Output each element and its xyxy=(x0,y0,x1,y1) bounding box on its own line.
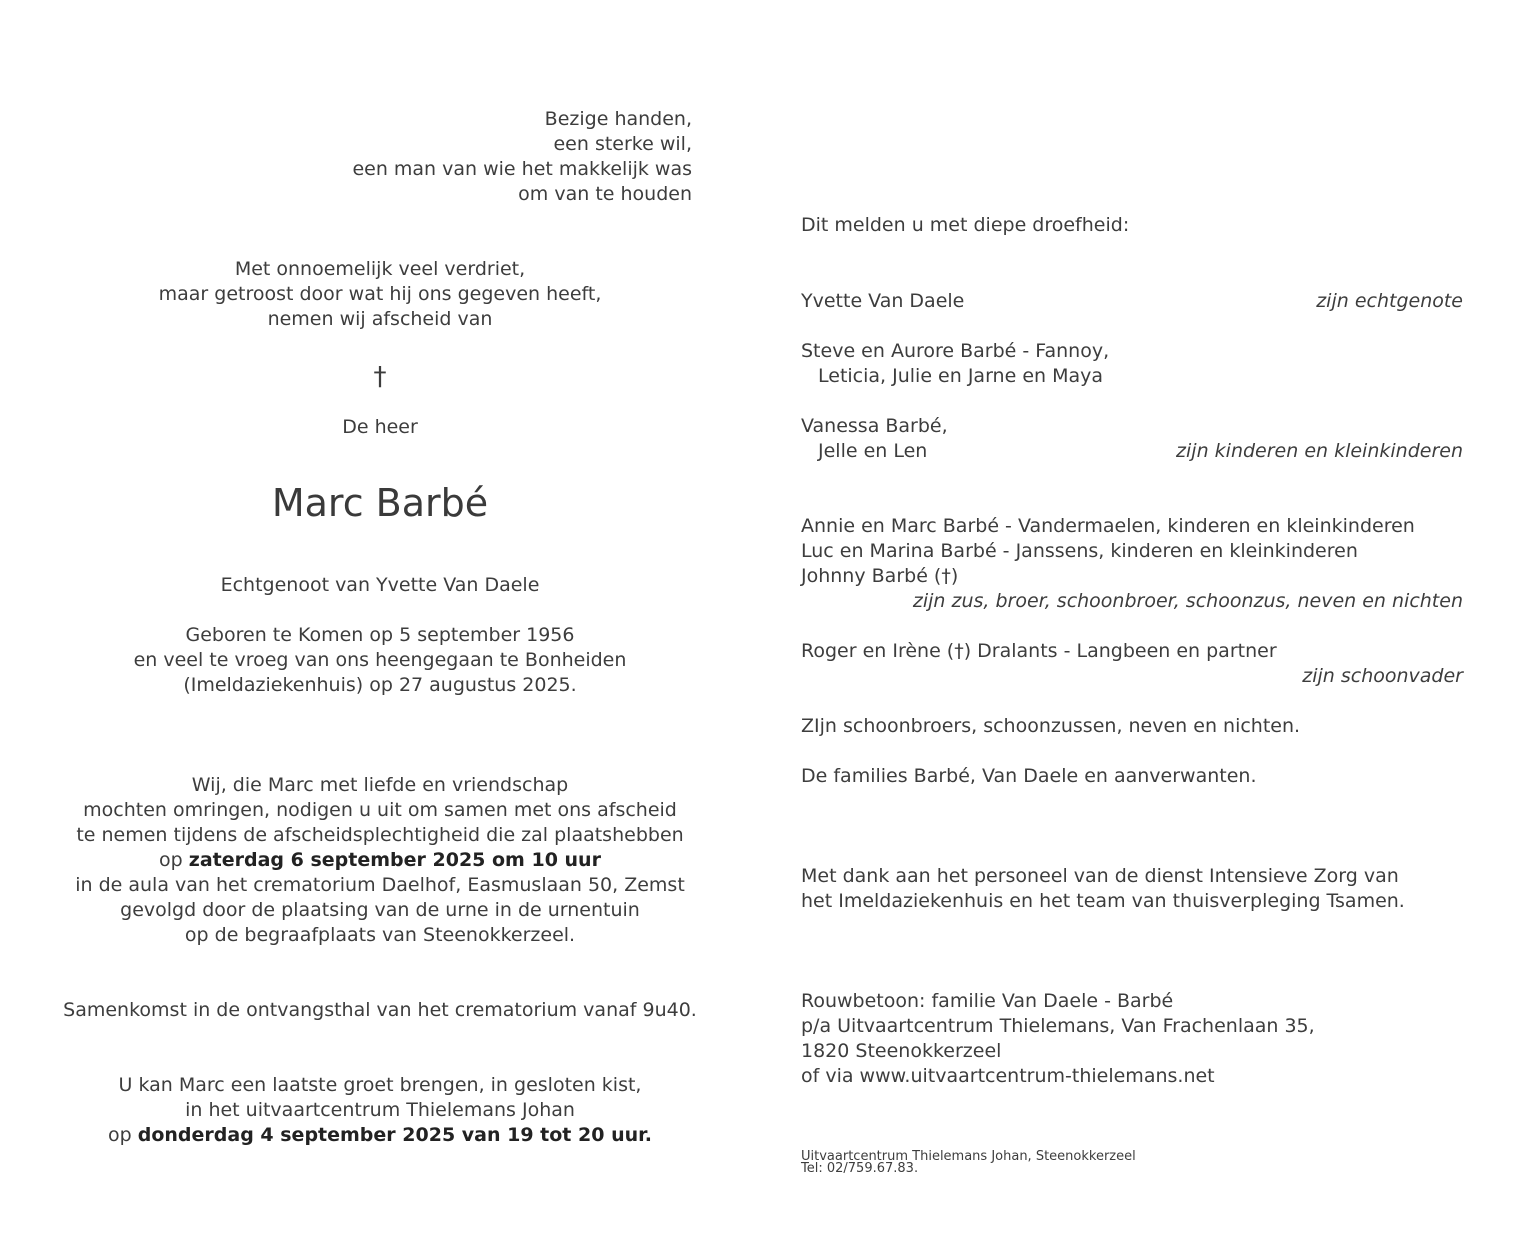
poem-line: om van te houden xyxy=(518,183,692,205)
ceremony-date: zaterdag 6 september 2025 om 10 uur xyxy=(188,849,601,871)
spouse-row xyxy=(801,289,1463,314)
sibling-row xyxy=(801,539,1463,564)
visitation-date-line xyxy=(0,1123,760,1148)
families: De families Barbé, Van Daele en aanverwanten. xyxy=(801,765,1257,787)
sibling-line: Luc en Marina Barbé - Janssens, kinderen en kleinkinderen xyxy=(801,540,1358,562)
visitation-text xyxy=(0,1073,760,1148)
child2-row xyxy=(801,414,1463,439)
condolences-line: p/a Uitvaartcentrum Thielemans, Van Frachenlaan 35, xyxy=(801,1015,1315,1037)
siblings-role: zijn zus, broer, schoonbroer, schoonzus, neven en nichten xyxy=(912,590,1463,612)
condolences-website: of via www.uitvaartcentrum-thielemans.net xyxy=(801,1065,1215,1087)
birth-death-text xyxy=(0,623,760,698)
spouse-name: Yvette Van Daele xyxy=(801,290,965,312)
poem-line: een sterke wil, xyxy=(553,133,692,155)
child2-grandchildren: Jelle en Len xyxy=(818,440,928,462)
child2-row xyxy=(801,439,1463,464)
father-in-law-row xyxy=(801,639,1463,664)
visitation-date-prefix: op xyxy=(108,1124,138,1146)
ceremony-line: gevolgd door de plaatsing van de urne in de urnentuin xyxy=(120,899,640,921)
child1-row xyxy=(801,339,1463,364)
thanks-line: Met dank aan het personeel van de dienst Intensieve Zorg van xyxy=(801,865,1399,887)
visitation-line: in het uitvaartcentrum Thielemans Johan xyxy=(185,1099,575,1121)
intro-line: Met onnoemelijk veel verdriet, xyxy=(234,258,526,280)
sibling-row xyxy=(801,564,1463,589)
footer xyxy=(801,1151,1463,1175)
child1-line: Steve en Aurore Barbé - Fannoy, xyxy=(801,340,1110,362)
visitation-line: U kan Marc een laatste groet brengen, in gesloten kist, xyxy=(118,1074,642,1096)
gathering-text: Samenkomst in de ontvangsthal van het crematorium vanaf 9u40. xyxy=(63,999,697,1021)
birth-death-line: en veel te vroeg van ons heengegaan te Bonheiden xyxy=(133,649,627,671)
announcement: Dit melden u met diepe droefheid: xyxy=(801,214,1130,236)
footer-line: Uitvaartcentrum Thielemans Johan, Steenokkerzeel xyxy=(801,1149,1136,1164)
spouse-line: Echtgenoot van Yvette Van Daele xyxy=(220,574,540,596)
cross-symbol: † xyxy=(373,362,387,392)
poem-line: een man van wie het makkelijk was xyxy=(352,158,692,180)
families-row xyxy=(801,764,1463,789)
honorific: De heer xyxy=(342,416,418,438)
condolences-text xyxy=(801,989,1463,1089)
ceremony-line: te nemen tijdens de afscheidsplechtigheid die zal plaatshebben xyxy=(76,824,684,846)
ceremony-line: in de aula van het crematorium Daelhof, Easmuslaan 50, Zemst xyxy=(75,874,685,896)
intro-line: nemen wij afscheid van xyxy=(267,308,493,330)
father-in-law-role-row xyxy=(801,664,1463,689)
spouse-role: zijn echtgenote xyxy=(1316,290,1463,312)
ceremony-line: Wij, die Marc met liefde en vriendschap xyxy=(191,774,569,796)
birth-death-line: (Imeldaziekenhuis) op 27 augustus 2025. xyxy=(183,674,577,696)
sibling-line: Annie en Marc Barbé - Vandermaelen, kinderen en kleinkinderen xyxy=(801,515,1415,537)
birth-death-line: Geboren te Komen op 5 september 1956 xyxy=(185,624,575,646)
child1-row xyxy=(801,364,1463,389)
thanks-text xyxy=(801,864,1463,914)
in-laws: ZIjn schoonbroers, schoonzussen, neven en nichten. xyxy=(801,715,1301,737)
sibling-row xyxy=(801,514,1463,539)
ceremony-line: op de begraafplaats van Steenokkerzeel. xyxy=(184,924,576,946)
child2-line: Vanessa Barbé, xyxy=(801,415,948,437)
deceased-name: Marc Barbé xyxy=(271,481,489,525)
siblings-role-row xyxy=(801,589,1463,614)
footer-phone: Tel: 02/759.67.83. xyxy=(801,1161,919,1176)
ceremony-line: mochten omringen, nodigen u uit om samen met ons afscheid xyxy=(83,799,677,821)
in-laws-row xyxy=(801,714,1463,739)
children-role: zijn kinderen en kleinkinderen xyxy=(1176,440,1463,462)
father-in-law: Roger en Irène (†) Dralants - Langbeen en partner xyxy=(801,640,1277,662)
intro-text xyxy=(0,257,760,332)
child1-grandchildren: Leticia, Julie en Jarne en Maya xyxy=(818,365,1104,387)
condolences-line: Rouwbetoon: familie Van Daele - Barbé xyxy=(801,990,1174,1012)
ceremony-text xyxy=(0,773,760,948)
poem-line: Bezige handen, xyxy=(544,108,692,130)
ceremony-date-prefix: op xyxy=(159,849,189,871)
visitation-date: donderdag 4 september 2025 van 19 tot 20 uur. xyxy=(137,1124,652,1146)
condolences-line: 1820 Steenokkerzeel xyxy=(801,1040,1002,1062)
poem xyxy=(300,107,692,207)
intro-line: maar getroost door wat hij ons gegeven heeft, xyxy=(158,283,602,305)
father-in-law-role: zijn schoonvader xyxy=(1302,665,1463,687)
family-list xyxy=(801,289,1463,789)
ceremony-date-line xyxy=(0,848,760,873)
sibling-line: Johnny Barbé (†) xyxy=(801,565,959,587)
thanks-line: het Imeldaziekenhuis en het team van thuisverpleging Tsamen. xyxy=(801,890,1405,912)
